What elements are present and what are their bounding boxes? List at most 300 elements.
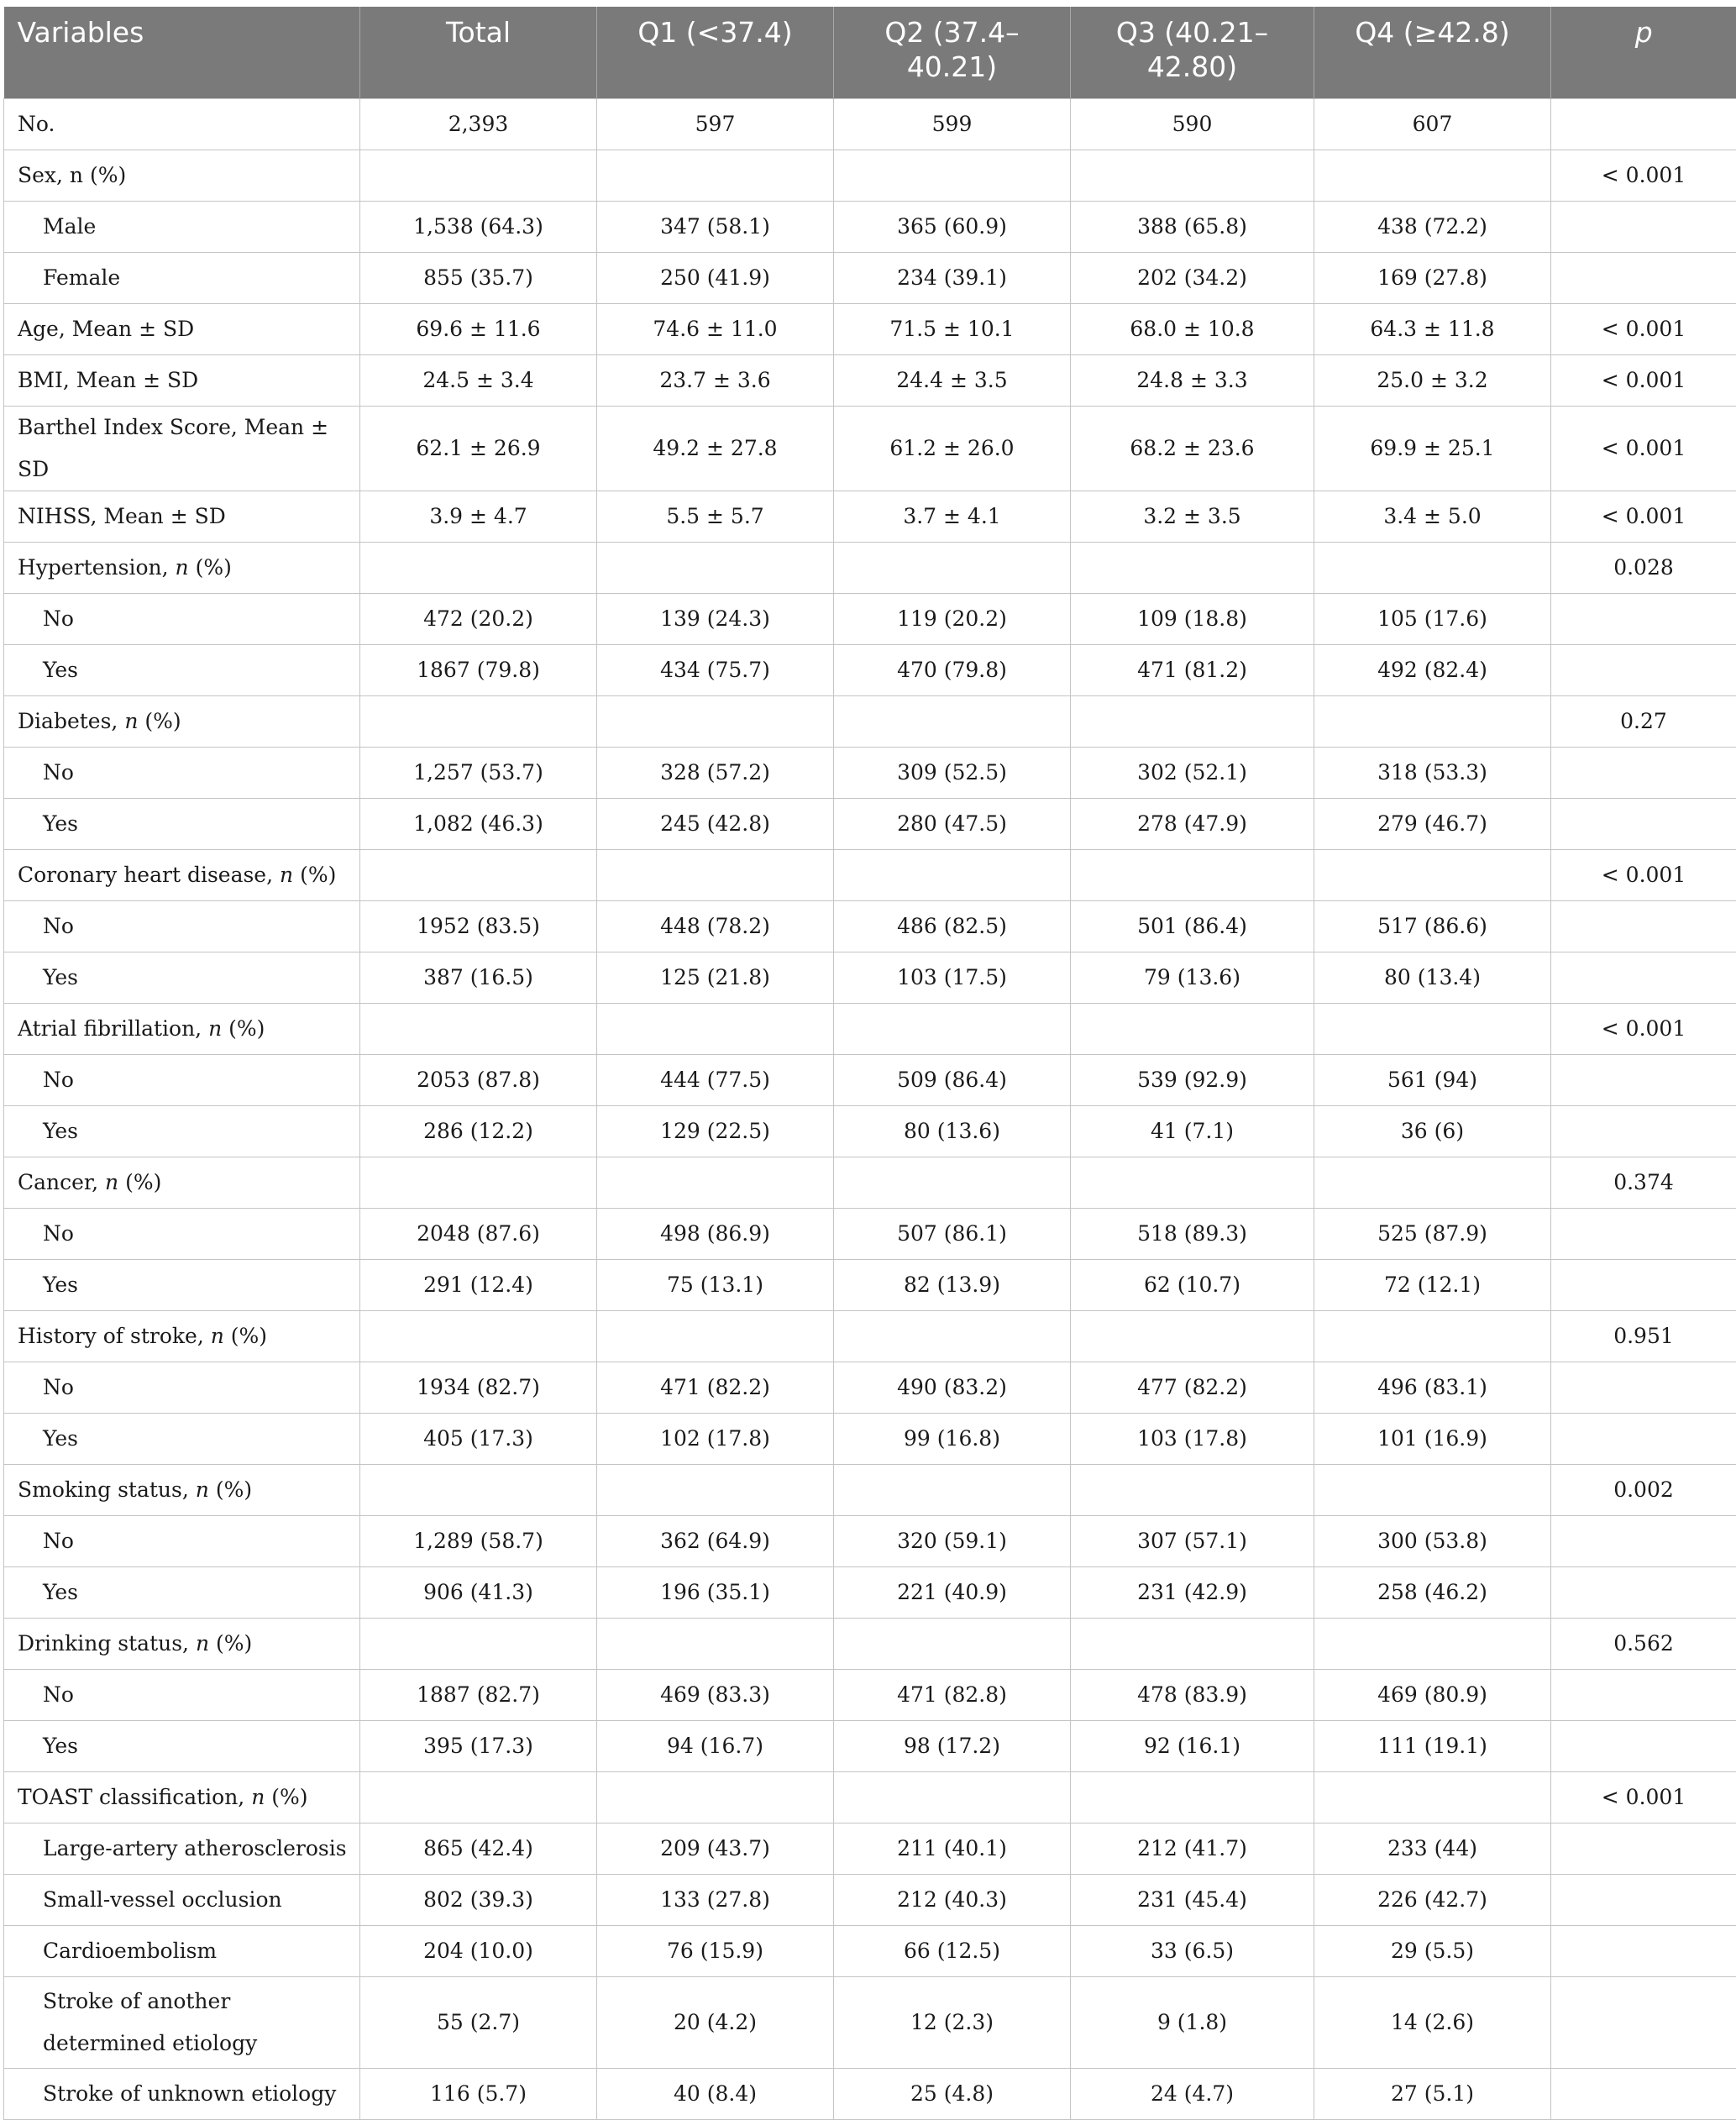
cell-total: 1867 (79.8) [360, 645, 597, 696]
cell-q3 [1071, 850, 1314, 901]
row-label [4, 1004, 360, 1055]
cell-total: 69.6 ± 11.6 [360, 304, 597, 355]
cell-q4: 111 (19.1) [1314, 1721, 1551, 1772]
cell-q3: 3.2 ± 3.5 [1071, 491, 1314, 543]
row-label: No [4, 901, 360, 952]
cell-total [360, 1004, 597, 1055]
row-label: Large-artery atherosclerosis [4, 1824, 360, 1875]
cell-q3: 79 (13.6) [1071, 952, 1314, 1004]
cell-p-value [1551, 253, 1736, 304]
cell-q2 [834, 1004, 1071, 1055]
row-label [4, 1772, 360, 1824]
header-total: Total [360, 7, 597, 99]
cell-q4: 517 (86.6) [1314, 901, 1551, 952]
cell-total: 116 (5.7) [360, 2069, 597, 2120]
cell-q2: 25 (4.8) [834, 2069, 1071, 2120]
row-label-pct: (%) [271, 1785, 307, 1809]
cell-q4: 318 (53.3) [1314, 748, 1551, 799]
cell-total: 2048 (87.6) [360, 1209, 597, 1260]
cell-q2: 61.2 ± 26.0 [834, 407, 1071, 491]
row-label: Age, Mean ± SD [4, 304, 360, 355]
table-row [4, 202, 1736, 253]
cell-q2: 509 (86.4) [834, 1055, 1071, 1106]
table-row [4, 1516, 1736, 1567]
cell-q2: 24.4 ± 3.5 [834, 355, 1071, 407]
cell-q3: 41 (7.1) [1071, 1106, 1314, 1157]
cell-q3 [1071, 543, 1314, 594]
row-label-pct: (%) [300, 863, 336, 887]
cell-p-value [1551, 901, 1736, 952]
cell-q2: 309 (52.5) [834, 748, 1071, 799]
cell-total: 405 (17.3) [360, 1414, 597, 1465]
row-label: No [4, 1362, 360, 1414]
row-label-n: n [211, 1324, 224, 1348]
cell-q1 [597, 1157, 834, 1209]
cell-q2: 12 (2.3) [834, 1977, 1071, 2069]
cell-total [360, 1772, 597, 1824]
cell-q4: 469 (80.9) [1314, 1670, 1551, 1721]
cell-q1: 125 (21.8) [597, 952, 834, 1004]
row-label-text: Smoking status, [18, 1477, 189, 1502]
table-row [4, 99, 1736, 150]
cell-q3: 501 (86.4) [1071, 901, 1314, 952]
row-label-pct: (%) [196, 555, 232, 580]
cell-q3: 68.0 ± 10.8 [1071, 304, 1314, 355]
row-label: No. [4, 99, 360, 150]
cell-q1: 362 (64.9) [597, 1516, 834, 1567]
cell-total [360, 696, 597, 748]
row-label: No [4, 1055, 360, 1106]
table-row [4, 1311, 1736, 1362]
cell-q4 [1314, 696, 1551, 748]
table-row [4, 1465, 1736, 1516]
table-row [4, 1772, 1736, 1824]
cell-q1 [597, 1311, 834, 1362]
cell-q1: 209 (43.7) [597, 1824, 834, 1875]
cell-q3 [1071, 696, 1314, 748]
cell-q3: 231 (45.4) [1071, 1875, 1314, 1926]
row-label: Female [4, 253, 360, 304]
row-label [4, 1311, 360, 1362]
cell-p-value [1551, 1977, 1736, 2069]
cell-total: 1887 (82.7) [360, 1670, 597, 1721]
cell-q2 [834, 1465, 1071, 1516]
cell-total: 3.9 ± 4.7 [360, 491, 597, 543]
cell-q2: 471 (82.8) [834, 1670, 1071, 1721]
cell-p-value [1551, 952, 1736, 1004]
table-row [4, 1209, 1736, 1260]
cell-q4 [1314, 1465, 1551, 1516]
cell-q3 [1071, 1772, 1314, 1824]
cell-q1: 49.2 ± 27.8 [597, 407, 834, 491]
cell-q1: 74.6 ± 11.0 [597, 304, 834, 355]
cell-p-value: 0.562 [1551, 1619, 1736, 1670]
cell-q1: 245 (42.8) [597, 799, 834, 850]
cell-q2: 221 (40.9) [834, 1567, 1071, 1619]
cell-p-value [1551, 1670, 1736, 1721]
cell-total: 1,538 (64.3) [360, 202, 597, 253]
cell-q2: 119 (20.2) [834, 594, 1071, 645]
row-label-pct: (%) [216, 1477, 252, 1502]
cell-q2: 66 (12.5) [834, 1926, 1071, 1977]
cell-q3: 388 (65.8) [1071, 202, 1314, 253]
cell-q3: 477 (82.2) [1071, 1362, 1314, 1414]
cell-p-value: < 0.001 [1551, 304, 1736, 355]
header-p: p [1551, 7, 1736, 99]
cell-q2: 490 (83.2) [834, 1362, 1071, 1414]
cell-q2: 280 (47.5) [834, 799, 1071, 850]
cell-q2: 211 (40.1) [834, 1824, 1071, 1875]
cell-q3: 33 (6.5) [1071, 1926, 1314, 1977]
cell-q4: 105 (17.6) [1314, 594, 1551, 645]
header-q1: Q1 (<37.4) [597, 7, 834, 99]
row-label: Yes [4, 645, 360, 696]
cell-q4: 72 (12.1) [1314, 1260, 1551, 1311]
row-label: Yes [4, 799, 360, 850]
cell-q3: 9 (1.8) [1071, 1977, 1314, 2069]
row-label-n: n [196, 1477, 209, 1502]
cell-q3: 24.8 ± 3.3 [1071, 355, 1314, 407]
header-row [4, 7, 1736, 99]
cell-q2: 470 (79.8) [834, 645, 1071, 696]
cell-p-value [1551, 1362, 1736, 1414]
cell-total: 865 (42.4) [360, 1824, 597, 1875]
cell-p-value [1551, 799, 1736, 850]
cell-q2 [834, 850, 1071, 901]
table-row [4, 1926, 1736, 1977]
cell-q1: 347 (58.1) [597, 202, 834, 253]
cell-total: 1,257 (53.7) [360, 748, 597, 799]
cell-p-value: 0.27 [1551, 696, 1736, 748]
table-row [4, 253, 1736, 304]
cell-total: 855 (35.7) [360, 253, 597, 304]
cell-q3: 302 (52.1) [1071, 748, 1314, 799]
cell-total: 395 (17.3) [360, 1721, 597, 1772]
cell-q2: 234 (39.1) [834, 253, 1071, 304]
cell-q3: 539 (92.9) [1071, 1055, 1314, 1106]
cell-q3: 24 (4.7) [1071, 2069, 1314, 2120]
cell-q4: 3.4 ± 5.0 [1314, 491, 1551, 543]
table-row [4, 2069, 1736, 2120]
table-row [4, 1106, 1736, 1157]
cell-q3: 231 (42.9) [1071, 1567, 1314, 1619]
cell-q4 [1314, 850, 1551, 901]
cell-p-value: < 0.001 [1551, 491, 1736, 543]
table-row [4, 1824, 1736, 1875]
table-row [4, 1055, 1736, 1106]
cell-q4: 233 (44) [1314, 1824, 1551, 1875]
cell-q2: 599 [834, 99, 1071, 150]
cell-q2: 99 (16.8) [834, 1414, 1071, 1465]
cell-q1: 597 [597, 99, 834, 150]
cell-total: 802 (39.3) [360, 1875, 597, 1926]
cell-total: 387 (16.5) [360, 952, 597, 1004]
cell-p-value [1551, 1414, 1736, 1465]
cell-p-value: < 0.001 [1551, 407, 1736, 491]
row-label: Yes [4, 1414, 360, 1465]
row-label [4, 850, 360, 901]
cell-q4 [1314, 1157, 1551, 1209]
cell-p-value [1551, 1260, 1736, 1311]
cell-p-value [1551, 1567, 1736, 1619]
cell-total: 2053 (87.8) [360, 1055, 597, 1106]
cell-q4: 258 (46.2) [1314, 1567, 1551, 1619]
cell-p-value [1551, 594, 1736, 645]
row-label: Yes [4, 952, 360, 1004]
header-variables: Variables [4, 7, 360, 99]
table-row [4, 901, 1736, 952]
cell-total [360, 543, 597, 594]
cell-q1: 196 (35.1) [597, 1567, 834, 1619]
cell-q4: 169 (27.8) [1314, 253, 1551, 304]
cell-q3: 202 (34.2) [1071, 253, 1314, 304]
cell-q1 [597, 1004, 834, 1055]
cell-q1: 102 (17.8) [597, 1414, 834, 1465]
cell-q1: 76 (15.9) [597, 1926, 834, 1977]
cell-q4: 496 (83.1) [1314, 1362, 1551, 1414]
cell-q4: 438 (72.2) [1314, 202, 1551, 253]
table-row [4, 491, 1736, 543]
cell-total [360, 1619, 597, 1670]
row-label-n: n [280, 863, 293, 887]
table-row [4, 645, 1736, 696]
table-row [4, 850, 1736, 901]
cell-p-value: 0.002 [1551, 1465, 1736, 1516]
cell-total: 906 (41.3) [360, 1567, 597, 1619]
cell-q1: 250 (41.9) [597, 253, 834, 304]
cell-q2 [834, 543, 1071, 594]
cell-q1: 133 (27.8) [597, 1875, 834, 1926]
cell-q1: 40 (8.4) [597, 2069, 834, 2120]
cell-q1: 328 (57.2) [597, 748, 834, 799]
cell-q3: 478 (83.9) [1071, 1670, 1314, 1721]
cell-q2 [834, 1772, 1071, 1824]
cell-q4: 561 (94) [1314, 1055, 1551, 1106]
cell-p-value: 0.951 [1551, 1311, 1736, 1362]
row-label: No [4, 748, 360, 799]
cell-total: 1952 (83.5) [360, 901, 597, 952]
cell-q4: 279 (46.7) [1314, 799, 1551, 850]
table-row [4, 1260, 1736, 1311]
row-label-pct: (%) [216, 1631, 252, 1656]
cell-total: 2,393 [360, 99, 597, 150]
header-q2: Q2 (37.4–40.21) [834, 7, 1071, 99]
row-label: Small-vessel occlusion [4, 1875, 360, 1926]
cell-q4 [1314, 1004, 1551, 1055]
cell-q4: 226 (42.7) [1314, 1875, 1551, 1926]
cell-p-value: < 0.001 [1551, 355, 1736, 407]
table-row [4, 748, 1736, 799]
row-label: No [4, 1670, 360, 1721]
cell-q2: 103 (17.5) [834, 952, 1071, 1004]
header-q4: Q4 (≥42.8) [1314, 7, 1551, 99]
table-row [4, 150, 1736, 202]
cell-total [360, 1465, 597, 1516]
table-row [4, 407, 1736, 491]
cell-p-value [1551, 1055, 1736, 1106]
cell-q1: 444 (77.5) [597, 1055, 834, 1106]
table-row [4, 1004, 1736, 1055]
table-row [4, 355, 1736, 407]
cell-q3: 307 (57.1) [1071, 1516, 1314, 1567]
row-label: No [4, 1209, 360, 1260]
cell-q1 [597, 150, 834, 202]
row-label-text: History of stroke, [18, 1324, 204, 1348]
row-label: Yes [4, 1721, 360, 1772]
cell-q2: 71.5 ± 10.1 [834, 304, 1071, 355]
cell-p-value [1551, 1824, 1736, 1875]
cell-q2 [834, 696, 1071, 748]
cell-q4 [1314, 1311, 1551, 1362]
cell-total [360, 1157, 597, 1209]
cell-q2 [834, 150, 1071, 202]
table-row [4, 1977, 1736, 2069]
table-row [4, 952, 1736, 1004]
cell-p-value [1551, 645, 1736, 696]
cell-q3 [1071, 150, 1314, 202]
cell-q4 [1314, 543, 1551, 594]
cell-total [360, 150, 597, 202]
row-label: No [4, 1516, 360, 1567]
row-label-text: Hypertension, [18, 555, 169, 580]
cell-q4: 69.9 ± 25.1 [1314, 407, 1551, 491]
row-label: BMI, Mean ± SD [4, 355, 360, 407]
cell-total: 286 (12.2) [360, 1106, 597, 1157]
cell-q4: 36 (6) [1314, 1106, 1551, 1157]
cell-q4: 607 [1314, 99, 1551, 150]
row-label-pct: (%) [144, 709, 181, 733]
table-row [4, 1362, 1736, 1414]
table-row [4, 696, 1736, 748]
table-row [4, 1567, 1736, 1619]
row-label: Sex, n (%) [4, 150, 360, 202]
row-label [4, 1465, 360, 1516]
table-row [4, 799, 1736, 850]
cell-total: 24.5 ± 3.4 [360, 355, 597, 407]
cell-q2: 82 (13.9) [834, 1260, 1071, 1311]
row-label-n: n [208, 1016, 222, 1041]
cell-q2: 365 (60.9) [834, 202, 1071, 253]
cell-q3 [1071, 1465, 1314, 1516]
cell-p-value: < 0.001 [1551, 1004, 1736, 1055]
cell-q1 [597, 696, 834, 748]
row-label-text: Coronary heart disease, [18, 863, 273, 887]
cell-q2 [834, 1157, 1071, 1209]
row-label [4, 1619, 360, 1670]
cell-q3: 68.2 ± 23.6 [1071, 407, 1314, 491]
table-row [4, 1875, 1736, 1926]
cell-q4: 525 (87.9) [1314, 1209, 1551, 1260]
cell-q3: 212 (41.7) [1071, 1824, 1314, 1875]
row-label-text: Diabetes, [18, 709, 118, 733]
row-label-n: n [124, 709, 138, 733]
cell-q1: 20 (4.2) [597, 1977, 834, 2069]
row-label-n: n [251, 1785, 265, 1809]
row-label-n: n [105, 1170, 118, 1194]
cell-q1 [597, 543, 834, 594]
cell-q1: 129 (22.5) [597, 1106, 834, 1157]
row-label-text: Cancer, [18, 1170, 98, 1194]
table-row [4, 1157, 1736, 1209]
table-row [4, 1670, 1736, 1721]
row-label-text: TOAST classification, [18, 1785, 244, 1809]
cell-q3: 471 (81.2) [1071, 645, 1314, 696]
cell-q3: 92 (16.1) [1071, 1721, 1314, 1772]
cell-p-value: 0.374 [1551, 1157, 1736, 1209]
cell-q2: 98 (17.2) [834, 1721, 1071, 1772]
row-label: No [4, 594, 360, 645]
cell-p-value [1551, 1516, 1736, 1567]
cell-q1: 94 (16.7) [597, 1721, 834, 1772]
cell-total: 1,082 (46.3) [360, 799, 597, 850]
cell-q2: 507 (86.1) [834, 1209, 1071, 1260]
cell-q3: 278 (47.9) [1071, 799, 1314, 850]
table-row [4, 304, 1736, 355]
row-label [4, 1157, 360, 1209]
cell-p-value [1551, 1926, 1736, 1977]
cell-p-value: < 0.001 [1551, 850, 1736, 901]
table-row [4, 1721, 1736, 1772]
cell-q1 [597, 1772, 834, 1824]
cell-total: 291 (12.4) [360, 1260, 597, 1311]
cell-p-value: < 0.001 [1551, 1772, 1736, 1824]
row-label: Stroke of another determined etiology [4, 1977, 360, 2069]
row-label-pct: (%) [231, 1324, 267, 1348]
cell-p-value [1551, 1209, 1736, 1260]
cell-q4 [1314, 1619, 1551, 1670]
row-label-pct: (%) [125, 1170, 161, 1194]
cell-q1: 469 (83.3) [597, 1670, 834, 1721]
cell-q1: 434 (75.7) [597, 645, 834, 696]
cell-q4: 80 (13.4) [1314, 952, 1551, 1004]
cell-q1 [597, 1619, 834, 1670]
table-row [4, 1619, 1736, 1670]
cell-q1: 448 (78.2) [597, 901, 834, 952]
row-label-pct: (%) [228, 1016, 265, 1041]
row-label: Yes [4, 1260, 360, 1311]
baseline-characteristics-table [3, 7, 1736, 2120]
cell-p-value [1551, 2069, 1736, 2120]
cell-total [360, 1311, 597, 1362]
row-label-text: Drinking status, [18, 1631, 189, 1656]
cell-p-value: < 0.001 [1551, 150, 1736, 202]
cell-q2 [834, 1311, 1071, 1362]
cell-q1 [597, 1465, 834, 1516]
cell-q4: 14 (2.6) [1314, 1977, 1551, 2069]
cell-total: 1934 (82.7) [360, 1362, 597, 1414]
cell-q4 [1314, 150, 1551, 202]
row-label: NIHSS, Mean ± SD [4, 491, 360, 543]
cell-q1: 23.7 ± 3.6 [597, 355, 834, 407]
cell-q3 [1071, 1311, 1314, 1362]
cell-q4: 492 (82.4) [1314, 645, 1551, 696]
table-container [3, 7, 1736, 2120]
table-body [4, 99, 1736, 2120]
cell-q1: 471 (82.2) [597, 1362, 834, 1414]
cell-q4: 64.3 ± 11.8 [1314, 304, 1551, 355]
row-label: Barthel Index Score, Mean ± SD [4, 407, 360, 491]
cell-p-value [1551, 1106, 1736, 1157]
cell-p-value [1551, 202, 1736, 253]
cell-q2 [834, 1619, 1071, 1670]
cell-p-value [1551, 1721, 1736, 1772]
cell-q3 [1071, 1004, 1314, 1055]
cell-p-value: 0.028 [1551, 543, 1736, 594]
cell-q1: 5.5 ± 5.7 [597, 491, 834, 543]
cell-q3: 62 (10.7) [1071, 1260, 1314, 1311]
cell-q4: 27 (5.1) [1314, 2069, 1551, 2120]
cell-total [360, 850, 597, 901]
